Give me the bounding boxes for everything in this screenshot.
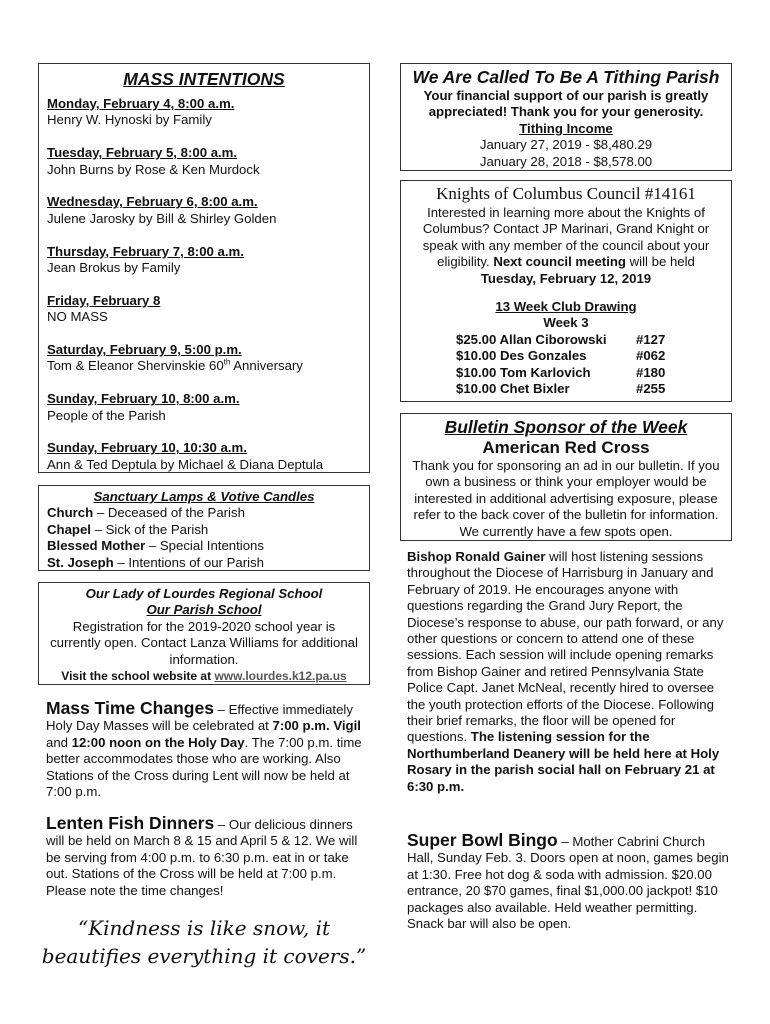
lamp-item-label: Blessed Mother (47, 538, 146, 554)
school-visit (47, 668, 361, 684)
mass-entry (47, 391, 361, 424)
knights-meeting-date: Tuesday, February 12, 2019 (480, 270, 652, 286)
mass-entry-text-after: Anniversary (230, 358, 303, 374)
mass-entry-intention: Ann & Ted Deptula by Michael & Diana Deptula (47, 456, 324, 472)
winner-row (409, 365, 723, 381)
tithing-line-2: January 28, 2018 - $8,578.00 (479, 153, 653, 169)
mass-intentions-title: MASS INTENTIONS (123, 69, 285, 89)
lamp-item-text: – Intentions of our Parish (113, 554, 264, 570)
tithing-income-label: Tithing Income (519, 120, 613, 136)
tithing-appeal: Your financial support of our parish is greatly appreciated! Thank you for your generosity. (423, 88, 709, 120)
winner-name: $10.00 Tom Karlovich (456, 364, 591, 380)
mass-entry (47, 440, 361, 473)
lamp-item-label: Church (47, 505, 94, 521)
mass-entry-intention: John Burns by Rose & Ken Murdock (47, 161, 260, 177)
winner-number: #062 (636, 348, 666, 364)
sponsor-name: American Red Cross (482, 438, 650, 457)
winner-number: #255 (636, 381, 666, 397)
mass-entry (47, 194, 361, 227)
lamp-item (47, 538, 361, 554)
fish-heading: Lenten Fish Dinners (46, 813, 215, 833)
mass-entry-intention: NO MASS (47, 309, 108, 325)
sanctuary-lamps-title: Sanctuary Lamps & Votive Candles (93, 489, 315, 504)
winner-number: #180 (636, 364, 666, 380)
lamp-item-label: St. Joseph (47, 554, 114, 570)
fish-text: – Our delicious dinners will be held on March 8 & 15 and April 5 & 12. We will be serving from 4:00 p.m. to 6:30 p.m. eat in or take out. Stations of the Cross will be held at 7:00 p.m. Please note the time changes! (46, 817, 358, 898)
mass-entry (47, 293, 361, 326)
mass-time-bold-1: 7:00 p.m. Vigil (272, 718, 361, 734)
mass-entry (47, 342, 361, 375)
club-drawing-week: Week 3 (543, 315, 589, 331)
knights-text (409, 205, 723, 271)
sanctuary-lamps-list (47, 505, 361, 571)
mass-entry-intention: Jean Brokus by Family (47, 260, 181, 276)
ordinal-suffix: th (223, 358, 231, 368)
mass-entry-date: Sunday, February 10, 8:00 a.m. (47, 391, 240, 407)
mass-entry-intention: Henry W. Hynoski by Family (47, 112, 212, 128)
knights-text-bold: Next council meeting (493, 254, 626, 270)
lamp-item-text: – Sick of the Parish (90, 521, 209, 537)
mass-time-heading: Mass Time Changes (46, 698, 214, 718)
lamp-item (47, 522, 361, 538)
sponsor-text: Thank you for sponsoring an ad in our bulletin. If you own a business or think your employer would be interested in additional advertising exposure, please refer to the back cover of the bulletin for information. We currently have a few spots open. (412, 458, 720, 539)
mass-entry-date: Monday, February 4, 8:00 a.m. (47, 96, 235, 111)
mass-entry-date: Tuesday, February 5, 8:00 a.m. (47, 145, 238, 161)
mass-entry (47, 244, 361, 277)
quote-line-1: “Kindness is like snow, it (77, 916, 331, 940)
kindness-quote (38, 914, 370, 970)
mass-time-text-2: and (46, 734, 72, 750)
mass-intentions-list (47, 96, 361, 473)
tithing-line-1: January 27, 2019 - $8,480.29 (479, 137, 653, 153)
knights-text-end: will be held (625, 254, 695, 270)
knights-box (400, 180, 732, 402)
bingo-heading: Super Bowl Bingo (407, 830, 558, 850)
mass-entry-intention: People of the Parish (47, 407, 166, 423)
mass-time-bold-2: 12:00 noon on the Holy Day (71, 734, 245, 750)
mass-entry-date: Sunday, February 10, 10:30 a.m. (47, 440, 247, 456)
knights-title: Knights of Columbus Council #14161 (436, 184, 696, 203)
sponsor-title: Bulletin Sponsor of the Week (444, 417, 688, 437)
bingo-text: – Mother Cabrini Church Hall, Sunday Feb. 3. Doors open at noon, games begin at 1:30. Free hot dog & soda with admission. $20.00 entrance, 20 $70 games, final $1,000.00 jackpot! $10 packages also available. Held weather permitting. Snack bar will also be open. (407, 834, 729, 932)
winner-row (409, 381, 723, 397)
super-bowl-bingo (407, 832, 729, 932)
bishop-text: will host listening sessions throughout the Diocese of Harrisburg in January and February of 2019. He encourages anyone with questions regarding the Grand Jury Report, the Diocese’s response to abuse, our path forward, or any other questions or concern to attend one of these sessions. Each session will include opening remarks from Bishop Gainer and retired Pennsylvania State Police Capt. Janet McNeal, recently hired to oversee the youth protection efforts of the Diocese. Following their brief remarks, the floor will be opened for questions. (407, 549, 724, 745)
winner-row (409, 332, 723, 348)
mass-entry (47, 96, 361, 129)
mass-entry-date: Friday, February 8 (47, 292, 161, 308)
mass-entry-date: Wednesday, February 6, 8:00 a.m. (47, 194, 258, 210)
mass-entry-intention (47, 358, 361, 374)
lamp-item-text: – Deceased of the Parish (93, 505, 245, 521)
lamp-item-label: Chapel (47, 521, 91, 537)
bishop-lead: Bishop Ronald Gainer (407, 549, 546, 564)
school-visit-label: Visit the school website at (61, 669, 215, 684)
winner-name: $25.00 Allan Ciborowski (456, 331, 607, 347)
school-body: Registration for the 2019-2020 school year is currently open. Contact Lanza Williams for additional information. (50, 618, 358, 667)
school-title: Our Lady of Lourdes Regional School (85, 586, 323, 601)
mass-entry-date: Saturday, February 9, 5:00 p.m. (47, 342, 242, 358)
tithing-title: We Are Called To Be A Tithing Parish (412, 67, 720, 87)
mass-entry-intention: Julene Jarosky by Bill & Shirley Golden (47, 210, 277, 226)
winner-name: $10.00 Des Gonzales (456, 348, 587, 364)
club-drawing-title: 13 Week Club Drawing (495, 299, 637, 315)
quote-line-2: beautifies everything it covers.” (41, 944, 367, 968)
school-subtitle: Our Parish School (146, 602, 262, 618)
winner-row (409, 348, 723, 364)
school-website-link[interactable]: www.lourdes.k12.pa.us (214, 669, 347, 684)
lamp-item (47, 555, 361, 571)
winner-number: #127 (636, 331, 666, 347)
lamp-item (47, 505, 361, 521)
mass-time-text-3: . The 7:00 p.m. time better accommodates those who are working. Also Stations of the Cross during Lent will now be held at 7:00 p.m. (46, 734, 362, 800)
winner-name: $10.00 Chet Bixler (456, 381, 570, 397)
bishop-listening-sessions (407, 549, 729, 795)
mass-entry-date: Thursday, February 7, 8:00 a.m. (47, 243, 244, 259)
bishop-bold: The listening session for the Northumberland Deanery will be held here at Holy Rosary in the parish social hall on February 21 at 6:30 p.m. (407, 729, 720, 794)
sanctuary-lamps-box (38, 485, 370, 571)
mass-entry-text-before: Tom & Eleanor Shervinskie 60 (47, 358, 224, 374)
lamp-item-text: – Special Intentions (145, 538, 264, 554)
mass-time-changes (46, 700, 364, 800)
mass-entry (47, 145, 361, 178)
tithing-box (400, 63, 732, 171)
school-box (38, 582, 370, 685)
mass-intentions-box (38, 63, 370, 473)
mass-time-text-1: – Effective immediately Holy Day Masses will be celebrated at (46, 702, 353, 734)
lenten-fish-dinners (46, 815, 364, 899)
club-drawing-winners (409, 332, 723, 398)
bulletin-sponsor-box (400, 413, 732, 541)
knights-text-body: Interested in learning more about the Knights of Columbus? Contact JP Marinari, Grand Knight or speak with any member of the council about your eligibility. (422, 205, 710, 270)
